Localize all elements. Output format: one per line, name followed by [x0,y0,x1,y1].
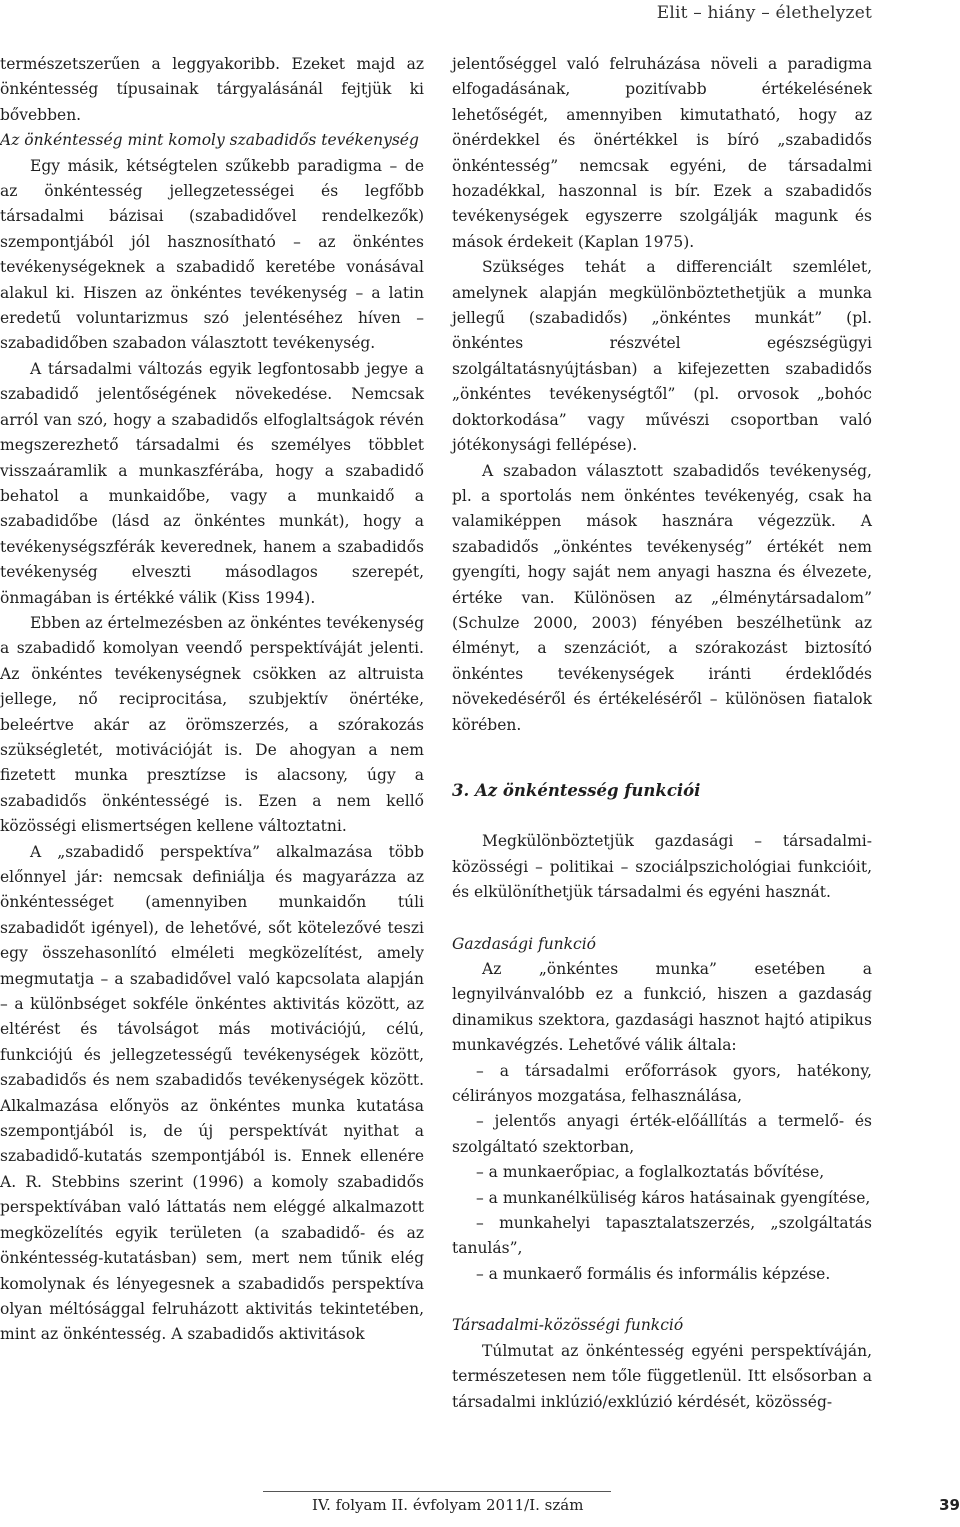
right-column-paragraph: – jelentős anyagi érték-előállítás a termelő- és szolgáltató szektorban, [452,1112,872,1156]
right-column-paragraph: A szabadon választott szabadidős tevékenység, pl. a sportolás nem önkéntes tevékenyég, csak ha valamiképpen mások hasznára végezzük. A szabadidős „önkéntes tevékenység” értékét nem gyengíti, hogy saját nem anyagi haszna és élvezete, értéke van. Különösen az „élménytársadalom” (Schulze 2000, 2003) fényében beszélhetünk az élményt, a szenzációt, a szórakozást biztosító önkéntes tevékenységek iránti érdeklődés növekedéséről és értékeléséről – különösen fiatalok körében. [452,461,872,734]
right-column-paragraph: jelentőséggel való felruházása növeli a paradigma elfogadásának, pozitívabb értékelésének lehetőségét, amennyiben kimutatható, hogy az önérdekkel és önértékkel is bíró „szabadidős önkéntesség” nemcsak egyéni, de társadalmi hozadékkal, haszonnal is bír. Ezek a szabadidős tevékenységek egyszerre szolgálják magunk és mások érdekeit (Kaplan 1975). [452,55,872,251]
right-column-paragraph: – a munkaerőpiac, a foglalkoztatás bővítése, [476,1163,825,1182]
left-column-paragraph: Ebben az értelmezésben az önkéntes tevékenység a szabadidő komolyan veendő perspektíváját jelenti. Az önkéntes tevékenységnek csökken az altruista jellege, nő reciprocitása, szubjektív önértéke, beleértve akár az örömszerzés, a szórakozás szükségletét, motivációját is. De ahogyan a nem fizetett munka presztízse is alacsony, úgy a szabadidős önkéntességé is. Ezen a nem kellő közösségi elismertségen kellene változtatni. [0,613,424,836]
right-column-paragraph: – a társadalmi erőforrások gyors, hatékony, célirányos mozgatása, felhasználása, [452,1061,872,1106]
right-column-paragraph: – munkahelyi tapasztalatszerzés, „szolgáltatás tanulás”, [452,1214,872,1258]
right-column-paragraph: Megkülönböztetjük gazdasági – társadalmi-közösségi – politikai – szociálpszichológiai funkcióit, és elkülöníthetjük társadalmi és egyéni hasznát. [452,832,872,902]
left-column [0,52,424,1348]
right-column-paragraph: – a munkanélküliség káros hatásainak gyengítése, [476,1188,871,1207]
footer-journal-info: IV. folyam II. évfolyam 2011/I. szám [312,1496,584,1514]
running-head: Elit – hiány – élethelyzet [656,3,872,23]
right-column-paragraph: Gazdasági funkció [452,934,597,953]
right-column-paragraph: 3. Az önkéntesség funkciói [452,780,701,800]
page-number: 39 [939,1496,960,1514]
right-column-paragraph: Az „önkéntes munka” esetében a legnyilvánvalóbb ez a funkció, hiszen a gazdaság dinamikus szektora, gazdasági hasznot hajtó atipikus munkavégzés. Lehetővé válik általa: [452,960,872,1055]
left-column-paragraph: Az önkéntesség mint komoly szabadidős tevékenység [0,131,419,150]
right-column-paragraph: – a munkaerő formális és informális képzése. [476,1264,831,1283]
left-column-paragraph: A „szabadidő perspektíva” alkalmazása több előnnyel jár: nemcsak definiálja és magyarázza az önkéntességet (amennyiben munkaidőn túli szabadidőt igényel), de lehetővé, sőt kötelezővé teszi egy összehasonlító elméleti megközelítést, amely megmutatja – a szabadidővel való kapcsolata alapján – a különbséget sokféle önkéntes aktivitás között, az eltérést és távolságot más motivációjú, célú, funkciójú és jellegzetességű tevékenységek között, szabadidős és nem szabadidős tevékenységek között. Alkalmazása előnyös az önkéntes munka kutatása szempontjából is, de új perspektívát nyithat a szabadidő-kutatás szempontjából is. Ennek ellenére A. R. Stebbins szerint (1996) a komoly szabadidős perspektívában való láttatás nem eléggé alkalmazott megközelítés egyik területen (a szabadidő- és az önkéntesség-kutatásban) sem, mert nem tűnik elég komolynak és lényegesnek a szabadidős perspektíva olyan méltósággal felruházott aktivitás tekintetében, mint az önkéntesség. A szabadidős aktivitások [0,842,424,1344]
left-column-paragraph: természetszerűen a leggyakoribb. Ezeket majd az önkéntesség típusainak tárgyalásánál fejtjük ki bővebben. [0,55,424,124]
right-column-paragraph: Társadalmi-közösségi funkció [452,1316,684,1335]
left-column-paragraph: Egy másik, kétségtelen szűkebb paradigma – de az önkéntesség jellegzetességei és legfőbb társadalmi bázisai (szabadidővel rendelkezők) szempontjából jól hasznosítható – az önkéntes tevékenységeknek a szabadidő keretébe vonásával alakul ki. Hiszen az önkéntes tevékenység – a latin eredetű voluntarizmus szó jelentéséhez híven – szabadidőben szabadon választott tevékenység. [0,156,424,353]
right-column-paragraph: Túlmutat az önkéntesség egyéni perspektíváján, természetesen nem tőle függetlenül. Itt elsősorban a társadalmi inklúzió/exklúzió kérdését, közösség- [452,1341,872,1411]
footer-rule [263,1491,611,1492]
left-column-paragraph: A társadalmi változás egyik legfontosabb jegye a szabadidő jelentőségének növekedése. Nemcsak arról van szó, hogy a szabadidős elfoglaltságok révén megszerezhető társadalmi és személyes többlet visszaáramlik a munkaszférába, hogy a szabadidő behatol a munkaidőbe, vagy a munkaidő a szabadidőbe (lásd az önkéntes munkát), hogy a tevékenységszférák keverednek, hanem a szabadidős tevékenység elveszti másodlagos szerepét, önmagában is értékké válik (Kiss 1994). [0,359,424,607]
right-column [452,52,872,1415]
right-column-paragraph: Szükséges tehát a differenciált szemlélet, amelynek alapján megkülönböztethetjük a munka jellegű (szabadidős) „önkéntes munkát” (pl. önkéntes részvétel egészségügyi szolgáltatásnyújtásban) a kifejezetten szabadidős „önkéntes tevékenységtől” (pl. orvosok „bohóc doktorkodása” vagy művészi csoportban való jótékonysági fellépése). [452,258,872,455]
